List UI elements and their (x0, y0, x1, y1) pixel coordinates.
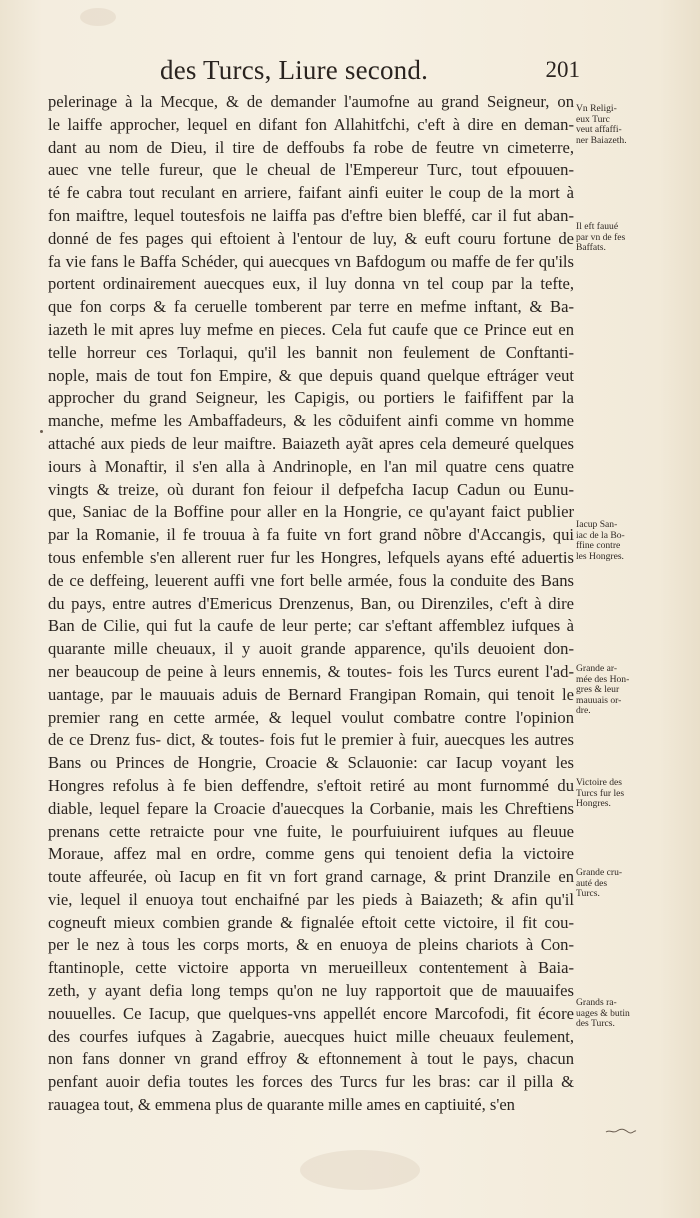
text-line: du pays, entre autres d'Emericus Drenzenus, Ban, ou Direnziles, c'eft à dire (48, 593, 574, 613)
text-line: per le nez à tous les corps morts, & en enuoya de pleins chariots à Con- (48, 935, 574, 955)
text-line: approcher du grand Seigneur, les Capigis, ou portiers le faififfent par la (48, 388, 574, 408)
margin-note-line: Grande cru- (576, 867, 623, 878)
text-line: vie, lequel il enuoya tout enchaifné par les pieds à Baiazeth; & afin qu'il (48, 889, 574, 909)
text-line: premier rang en cette armée, & lequel voulut combatre contre l'opinion (48, 707, 574, 727)
text-line: fon maiftre, lequel toutesfois ne laiffa pas d'eftre bien bleffé, car il fut aban- (48, 205, 574, 225)
text-line: auec vne telle fureur, que le cheual de l'Empereur Turc, tout efpouuen- (48, 160, 574, 180)
text-line: diable, lequel fepare la Croacie d'auecques la Corbanie, mais les Chreftiens (48, 798, 574, 818)
margin-notes (576, 0, 694, 1218)
text-line: des courfes iufques à Zagabrie, auecques huict mille cheuaux feulement, (48, 1026, 574, 1046)
text-line: telle horreur ces Torlaqui, qu'il les bannit non feulement de Conftanti- (48, 342, 574, 362)
margin-note-line: mauuais or- (576, 694, 622, 706)
running-title: des Turcs, Liure second. (160, 55, 429, 85)
text-line: penfant auoir defia toutes les forces des Turcs fur les bras: car il pilla & (48, 1072, 574, 1092)
margin-note-line: des Turcs. (576, 1018, 615, 1030)
margin-note (576, 222, 625, 254)
margin-note-line: veut affaffi- (576, 124, 622, 136)
margin-note-line: iac de la Bo- (576, 529, 625, 541)
margin-note-line: Grands ra- (576, 997, 617, 1008)
margin-note (576, 778, 624, 810)
text-line: rauagea tout, & emmena plus de quarante mille ames en captiuité, s'en (48, 1095, 515, 1115)
margin-note-line: ner Baiazeth. (576, 134, 627, 146)
text-line: nople, mais de tout fon Empire, & que depuis quand quelque eftráger veut (48, 365, 574, 385)
margin-note-line: ffine contre (576, 540, 621, 552)
text-line: vingts & treize, où durant fon feiour il defpefcha Iacup Cadun ou Eunu- (48, 479, 574, 499)
text-line: donné de fes pages qui eftoient à l'entour de luy, & euft couru fortune de (48, 228, 574, 248)
page-number: 201 (545, 57, 580, 82)
ink-scribble (604, 1127, 638, 1135)
text-line: iazeth le mit apres luy mefme en pieces. Cela fut caufe que ce Prince eut en (48, 319, 574, 339)
margin-note-line: dre. (576, 705, 591, 717)
text-line: zeth, y ayant defia long temps qu'on ne luy rapportoit que de mauuaifes (48, 981, 574, 1001)
text-line: ftantinople, cette victoire apporta vn merueilleux contentement à Baia- (48, 958, 574, 978)
paper-stain (300, 1150, 420, 1190)
text-line: par la Romanie, il fe trouua à fa fuite vn fort grand nõbre d'Accangis, qui (48, 525, 574, 545)
text-line: fa vie fans le Baffa Schéder, qui auecques vn Bafdogum ou maffe de fer qu'ils (48, 251, 574, 271)
text-line: cogneuft mieux combien grande & fignalée eftoit cette victoire, il fit cou- (48, 912, 574, 932)
text-line: non fans donner vn grand effroy & eftonnement à tout le pays, chacun (48, 1049, 574, 1069)
text-line: uantage, par le mauuais aduis de Bernard Frangipan Romain, qui tenoit le (48, 684, 574, 704)
text-line: prenans cette retraicte pour vne fuite, le pourfuiuirent iufques au fleuue (48, 821, 574, 841)
margin-note-line: eux Turc (576, 113, 610, 125)
text-line: dant au nom de Dieu, il tire de deffoubs fa robe de feutre vn cimeterre, (48, 137, 574, 157)
text-line: tous enfemble s'en allerent ruer fur les Hongres, lefquels ayans efté aduertis (48, 547, 574, 567)
text-line: toute affeurée, où Iacup en fit vn fort grand carnage, & print Dranzile en (48, 867, 574, 887)
text-line: de ce Drenz fus- dict, & toutes- fois fut le premier à fuir, auecques les autres (48, 730, 574, 750)
margin-note-line: mée des Hon- (576, 673, 630, 685)
text-line: manche, mefme les Ambaffadeurs, & les cõduifent ainfi comme vn homme (48, 411, 574, 431)
text-line: Moraue, affez mal en ordre, comme gens qui tenoient defia la victoire (48, 844, 574, 864)
text-line: iours à Monaftir, il s'en alla à Andrinople, en l'an mil quatre cens quatre (48, 456, 574, 476)
text-line: Hongres refolus à fe bien deffendre, s'eftoit retiré au mont furnommé du (48, 775, 574, 795)
margin-note-line: Grande ar- (576, 663, 618, 674)
margin-note-line: Turcs fur les (576, 787, 625, 799)
margin-note (576, 520, 625, 562)
margin-note (576, 104, 627, 146)
margin-note-line: par vn de fes (576, 231, 626, 243)
text-line: pelerinage à la Mecque, & de demander l'aumofne au grand Seigneur, on (48, 92, 574, 111)
text-line: nouuelles. Ce Iacup, que quelques-vns appellét encore Marcofodi, fit écore (48, 1003, 574, 1023)
text-line: ner beaucoup de peine à leurs ennemis, & toutes- fois les Turcs eurent l'ad- (48, 661, 574, 681)
margin-note-line: Vn Religi- (576, 103, 617, 114)
margin-note-line: Victoire des (576, 777, 623, 788)
margin-note-line: Baffats. (576, 242, 606, 254)
text-line: le laiffe approcher, lequel en difant fon Allahitfchi, c'eft à dire en deman- (48, 114, 574, 134)
text-line: Ban de Cilie, qui fut la caufe de leur perte; car s'eftant affemblez iufques à (48, 616, 574, 636)
body-text (48, 91, 574, 1117)
margin-note-line: Iacup San- (576, 519, 618, 530)
margin-note (576, 664, 629, 717)
page-header (160, 55, 580, 89)
text-line: que fon corps & fa ceruelle tomberent par terre en mefme inftant, & Ba- (48, 297, 574, 317)
text-line: de ce deffeing, leuerent auffi vne fort belle armée, fous la conduite des Bans (48, 570, 574, 590)
margin-note (576, 998, 630, 1030)
margin-note (576, 868, 622, 900)
margin-note-line: les Hongres. (576, 550, 624, 562)
text-line: Bans ou Princes de Hongrie, Croacie & Sclauonie: car Iacup voyant les (48, 753, 574, 773)
text-line: attaché aux pieds de leur maiftre. Baiazeth ayãt apres cela demeuré quelques (48, 433, 574, 453)
margin-note-line: Turcs. (576, 888, 600, 900)
text-line: portent ordinairement auecques eux, il luy donna vn tel coup par la tefte, (48, 274, 574, 294)
text-line: quarante mille cheuaux, il y auoit grande apparence, qu'ils deuoient don- (48, 639, 574, 659)
margin-note-line: gres & leur (576, 684, 620, 696)
text-line: té fe cabra tout reculant en arriere, faifant ainfi euiter le coup de la mort à (48, 183, 574, 203)
margin-note-line: auté des (576, 877, 608, 889)
ink-spot (40, 430, 43, 433)
text-line: que, Saniac de la Boffine pour aller en la Hongrie, ce qu'ayant faict publier (48, 502, 574, 522)
margin-note-line: Hongres. (576, 798, 611, 810)
paper-stain (80, 8, 116, 26)
margin-note-line: uages & butin (576, 1007, 630, 1019)
margin-note-line: Il eft fauué (576, 221, 619, 232)
